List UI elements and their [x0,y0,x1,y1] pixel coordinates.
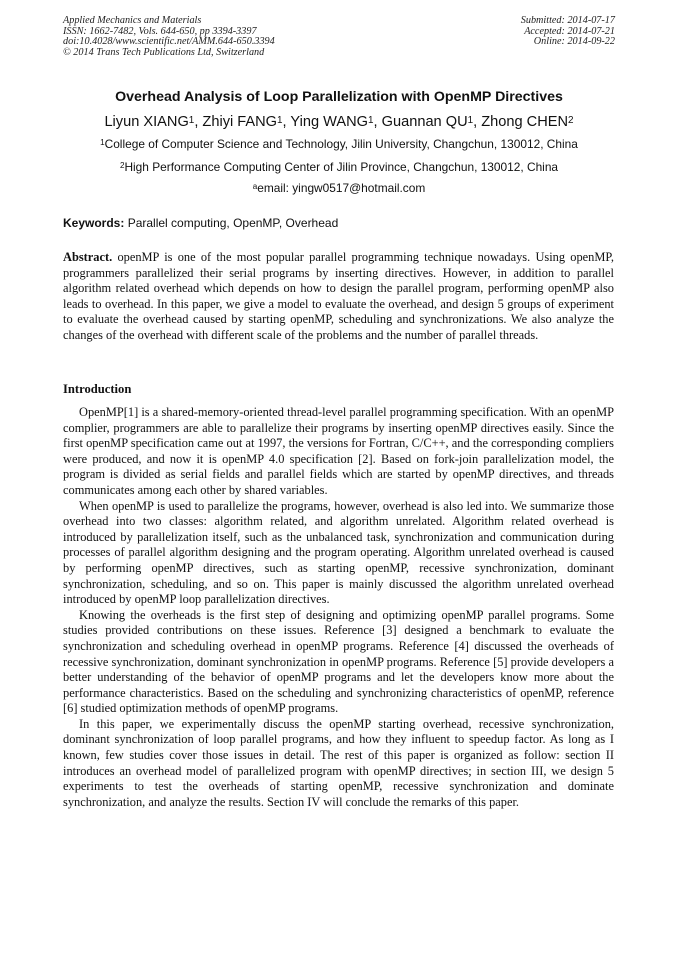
affiliation-text: College of Computer Science and Technology, Jilin University, Changchun, 130012, China [104,137,578,151]
paper-title: Overhead Analysis of Loop Parallelization with OpenMP Directives [115,89,563,105]
body-paragraph: OpenMP[1] is a shared-memory-oriented thread-level parallel programming specification. With an openMP complier, programmers are able to parallelize their programs by inserting openMP directives easily. Since the first openMP specification came out at 1997, the versions for Fortran, C/C++, and the corresponding compliers were produced, and now it is openMP 4.0 specification [2]. Based on fork-join parallelization model, the program is divided as serial fields and parallel fields which are started by openMP directives, and threads communicates among each other by shared variables. [63,405,614,497]
keywords-label: Keywords: [63,216,125,230]
author-affil-sup: 1 [368,114,374,126]
author-affil-sup: 1 [277,114,283,126]
email-text: email: yingw0517@hotmail.com [257,181,426,195]
doi-line: doi:10.4028/www.scientific.net/AMM.644-650.3394 [63,36,275,48]
author-separator: , [194,114,203,130]
introduction-body [63,405,614,810]
email-line [0,181,678,196]
author-affil-sup: 2 [568,114,574,126]
author-name: Zhong CHEN [481,114,569,130]
affiliation-sup: 2 [119,161,125,171]
body-paragraph: Knowing the overheads is the first step of designing and optimizing openMP parallel programs. Some studies provided contributions on these issues. Reference [3] designed a benchmark to evaluate the synchronization and scheduling overhead in openMP programs. Reference [4] discussed the overheads of recessive synchronization, dominant synchronization in openMP programs. Reference [5] provide developers a better understanding of the behavior of openMP programs and let the developers know more about the performance characteristics. Based on the scheduling and synchronizing characteristics of openMP, reference [6] studied optimization methods of openMP programs. [63,607,614,716]
author-separator: , [473,114,482,130]
journal-name: Applied Mechanics and Materials [63,15,202,26]
abstract-text: openMP is one of the most popular parallel programming technique nowadays. Using openMP, programmers parallelized their serial programs by inserting directives. However, in addition to parallel algorithm related overhead which depends on how to design the parallel program, performing openMP also leads to overhead. In this paper, we give a model to evaluate the overhead, and design 5 groups of experiment to evaluate the overhead caused by starting openMP, scheduling and synchronizations. We also analyze the changes of the overhead with different scale of the problems and the number of parallel threads. [63,250,614,342]
author-affil-sup: 1 [467,114,474,126]
author-name: Guannan QU [381,114,468,130]
keywords-line [63,216,338,231]
author-separator: , [282,114,291,130]
author-name: Liyun XIANG [104,114,189,130]
journal-header-left [63,16,275,58]
affiliation-sup: 1 [100,138,105,148]
abstract-block [63,250,614,344]
author-affil-sup: 1 [188,114,195,126]
online-date: Online: 2014-09-22 [533,36,615,48]
author-separator: , [373,114,382,130]
affiliation-2 [0,160,678,175]
email-sup: a [252,182,258,192]
body-paragraph: When openMP is used to parallelize the programs, however, overhead is also led into. We summarize those overhead into two classes: algorithm related, and algorithm unrelated. Algorithm related overhead is introduced by parallelization itself, such as the unbalanced task, synchronization and communication during processes of parallel algorithm designing and the program operating. Algorithm unrelated overhead is caused by performing openMP directives, such as starting openMP, recessive synchronization, dominant synchronization, scheduling, and so on. This paper is mainly discussed the algorithm unrelated overhead introduced by openMP loop parallelization directives. [63,498,614,607]
affiliation-1 [0,137,678,152]
author-list [0,112,678,132]
body-paragraph: In this paper, we experimentally discuss the openMP starting overhead, recessive synchronization, dominant synchronization of loop parallel programs, and how they influent to speedup factor. As long as I known, few studies cover those issues in detail. The rest of this paper is organized as follow: section II introduces an overhead model of parallelized program with openMP directives; in section III, we design 5 experiments to test the overheads of starting openMP, recessive synchronization and dominate synchronization, and analyze the results. Section IV will conclude the remarks of this paper. [63,716,614,809]
copyright-line: © 2014 Trans Tech Publications Ltd, Switzerland [63,46,265,58]
author-name: Zhiyi FANG [202,114,278,130]
abstract-paragraph [63,250,614,344]
keywords-text: Parallel computing, OpenMP, Overhead [124,216,339,230]
abstract-label: Abstract. [63,250,113,264]
accepted-date: Accepted: 2014-07-21 [524,25,615,37]
author-name: Ying WANG [290,114,368,130]
issn-line: ISSN: 1662-7482, Vols. 644-650, pp 3394-3397 [63,25,257,37]
journal-header-right [521,16,615,48]
submitted-date: Submitted: 2014-07-17 [520,15,615,26]
section-heading-introduction: Introduction [63,382,132,396]
affiliation-text: High Performance Computing Center of Jilin Province, Changchun, 130012, China [124,160,559,174]
